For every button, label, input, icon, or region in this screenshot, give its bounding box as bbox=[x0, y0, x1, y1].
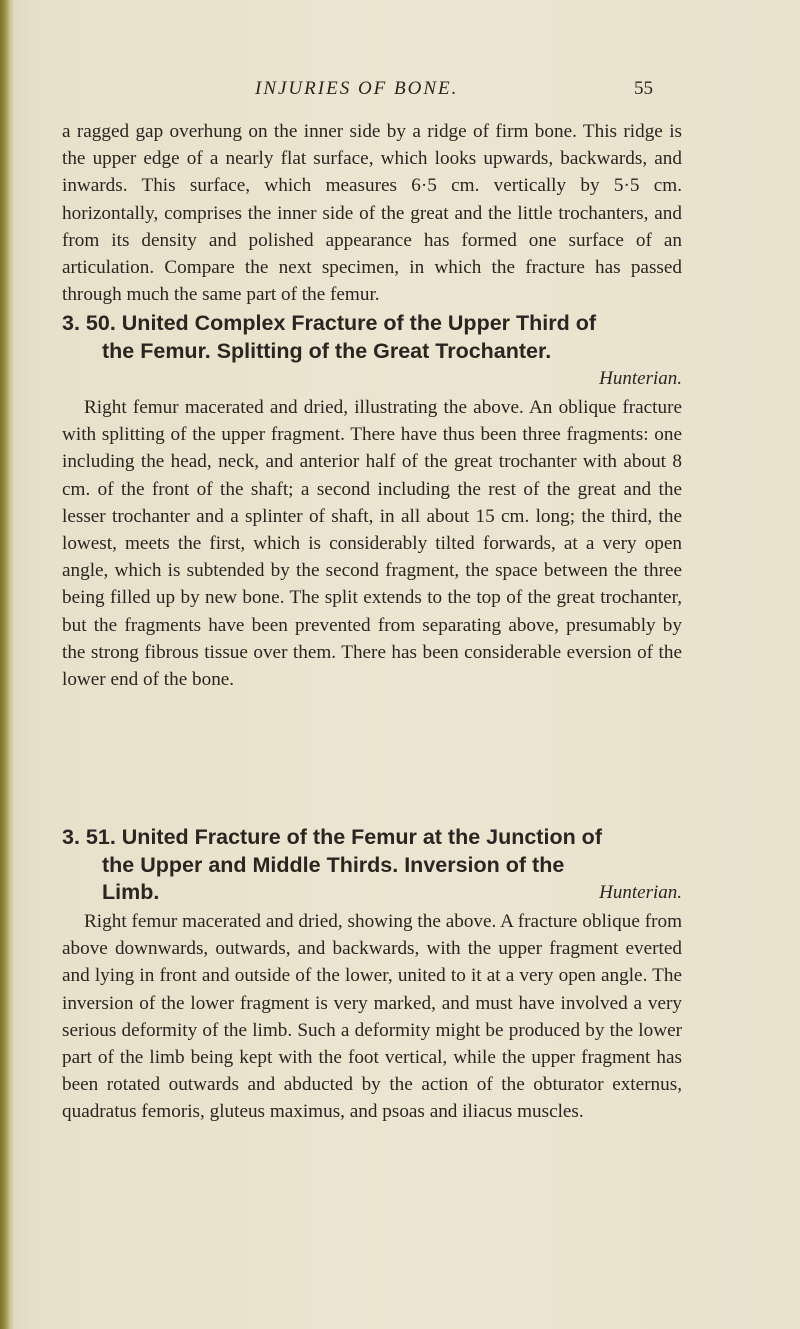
entry-heading-3-51 bbox=[62, 824, 682, 907]
entry-title-line: Limb. bbox=[102, 880, 160, 904]
entry-number: 3. 51. bbox=[62, 825, 116, 849]
page-header bbox=[0, 78, 800, 106]
entry-title-line: United Complex Fracture of the Upper Third of bbox=[121, 311, 596, 335]
entry-title-line: the Femur. Splitting of the Great Trochanter. bbox=[102, 338, 552, 363]
collection-label: Hunterian. bbox=[599, 882, 682, 903]
entry-title-line: the Upper and Middle Thirds. Inversion of the bbox=[102, 852, 565, 877]
entry-title-line: United Fracture of the Femur at the Junction of bbox=[121, 825, 602, 849]
entry-description: Right femur macerated and dried, showing the above. A fracture oblique from above downwards, outwards, and backwards, with the upper fragment everted and lying in front and outside of the lower, united to it at a very open angle. The inversion of the lower fragment is very marked, and must have involved a very serious deformity of the limb. Such a deformity might be produced by the lower part of the limb being kept with the foot vertical, while the upper fragment has been rotated outwards and abducted by the action of the obturator externus, quadratus femoris, gluteus maximus, and psoas and iliacus muscles. bbox=[62, 911, 682, 1123]
entry-heading-3-50 bbox=[62, 310, 682, 365]
intro-paragraph: a ragged gap overhung on the inner side by a ridge of firm bone. This ridge is the upper edge of a nearly flat surface, which looks upwards, backwards, and inwards. This surface, which measures 6·5 cm. vertically by 5·5 cm. horizontally, comprises the inner side of the great and the little trochanters, and from its density and polished appearance has formed one surface of an articulation. Compare the next specimen, in which the fracture has passed through much the same part of the femur. bbox=[62, 121, 682, 306]
page-number: 55 bbox=[634, 78, 653, 99]
entry-number: 3. 50. bbox=[62, 311, 116, 335]
page-binding-edge bbox=[0, 0, 14, 1329]
entry-description: Right femur macerated and dried, illustrating the above. An oblique fracture with splitting of the upper fragment. There have thus been three fragments: one including the head, neck, and anterior half of the great trochanter with about 8 cm. of the front of the shaft; a second including the rest of the great and the lesser trochanter and a splinter of shaft, in all about 15 cm. long; the third, the lowest, meets the first, which is considerably tilted forwards, at a very open angle, which is subtended by the second fragment, the space between the three being filled up by new bone. The split extends to the top of the great trochanter, but the fragments have been prevented from separating above, presumably by the strong fibrous tissue over them. There has been considerable eversion of the lower end of the bone. bbox=[62, 397, 682, 691]
collection-label: Hunterian. bbox=[599, 368, 682, 389]
running-title: INJURIES OF BONE. bbox=[255, 78, 459, 99]
